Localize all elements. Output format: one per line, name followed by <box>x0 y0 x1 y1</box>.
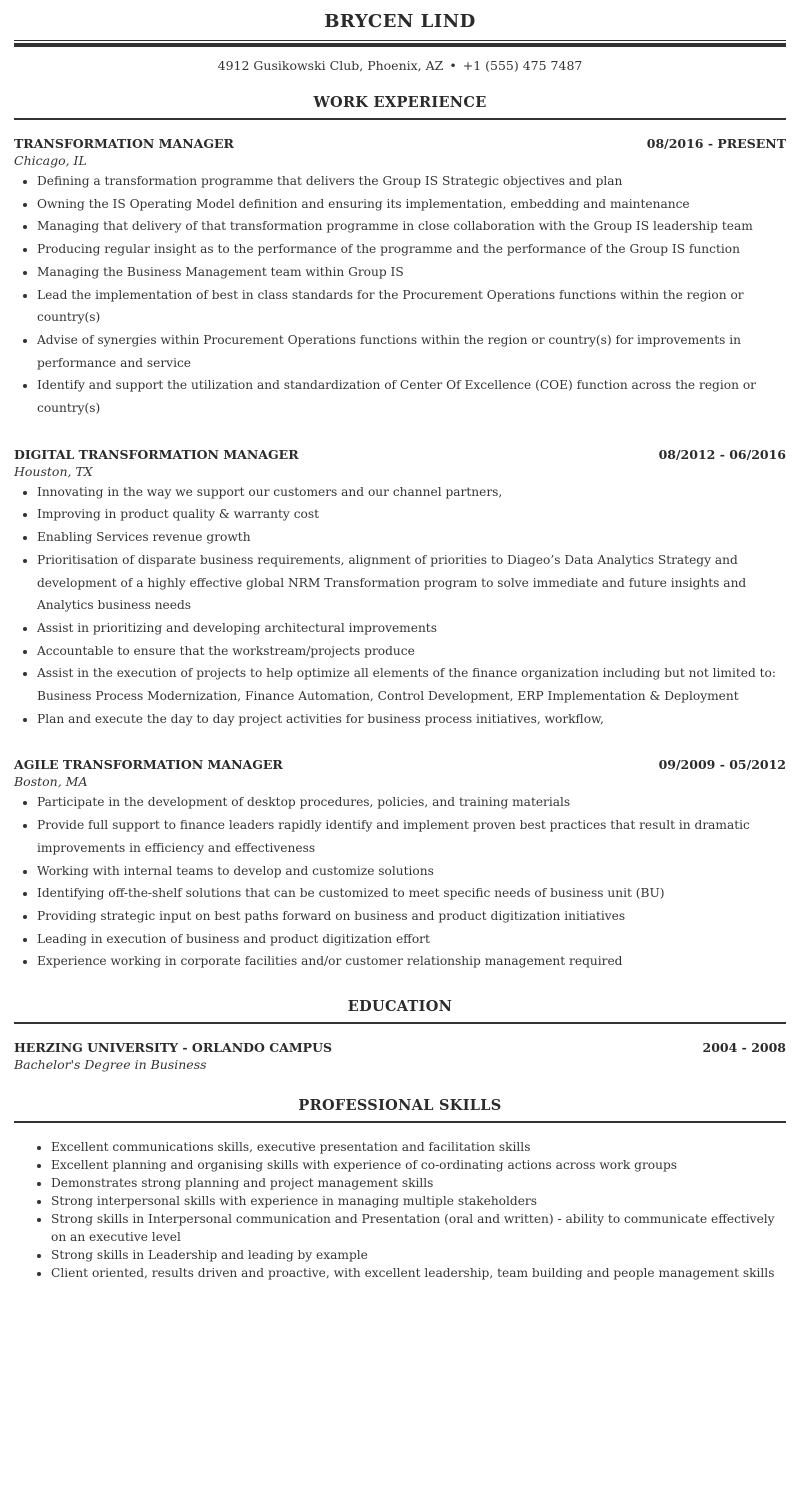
section-spacer <box>14 973 786 997</box>
job-bullet: • Provide full support to finance leaders rapidly identify and implement proven best practices that result in dramatic improvements in efficiency and effectiveness <box>37 814 786 859</box>
skill-item: • Strong interpersonal skills with experience in managing multiple stakeholders <box>51 1192 786 1210</box>
skill-item: • Excellent communications skills, executive presentation and facilitation skills <box>51 1138 786 1156</box>
job-header <box>14 136 786 152</box>
education-dates: 2004 - 2008 <box>702 1040 786 1056</box>
job-title: DIGITAL TRANSFORMATION MANAGER <box>14 446 299 462</box>
job-bullet: • Defining a transformation programme that delivers the Group IS Strategic objectives and plan <box>37 170 786 193</box>
job-bullet: • Plan and execute the day to day project activities for business process initiatives, workflow, <box>37 708 786 731</box>
skill-item: • Strong skills in Leadership and leading by example <box>51 1246 786 1264</box>
job-location: Boston, MA <box>14 774 88 790</box>
school-name: HERZING UNIVERSITY - ORLANDO CAMPUS <box>14 1040 333 1056</box>
contact-address: 4912 Gusikowski Club, Phoenix, AZ <box>217 58 444 73</box>
skill-item: • Client oriented, results driven and proactive, with excellent leadership, team building and people management skills <box>51 1264 786 1282</box>
job-bullets <box>14 170 786 420</box>
job-bullet: • Providing strategic input on best paths forward on business and product digitization initiatives <box>37 905 786 928</box>
resume-page <box>14 0 786 1282</box>
job-bullet: • Assist in prioritizing and developing architectural improvements <box>37 617 786 640</box>
job-entry <box>14 136 786 420</box>
professional-skills-heading: PROFESSIONAL SKILLS <box>14 1096 786 1123</box>
work-experience-heading: WORK EXPERIENCE <box>14 93 786 120</box>
job-bullet: • Improving in product quality & warranty cost <box>37 503 786 526</box>
skill-item: • Strong skills in Interpersonal communication and Presentation (oral and written) - ability to communicate effectively on an executive level <box>51 1210 786 1246</box>
job-location: Chicago, IL <box>14 153 87 168</box>
job-title: TRANSFORMATION MANAGER <box>14 136 234 151</box>
job-bullet: • Leading in execution of business and product digitization effort <box>37 928 786 951</box>
job-bullet: • Owning the IS Operating Model definition and ensuring its implementation, embedding and maintenance <box>37 193 786 216</box>
job-bullet: • Producing regular insight as to the performance of the programme and the performance of the Group IS function <box>37 238 786 261</box>
job-entry <box>14 757 786 973</box>
job-bullet: • Experience working in corporate facilities and/or customer relationship management required <box>37 950 786 973</box>
job-bullet: • Innovating in the way we support our customers and our channel partners, <box>37 481 786 504</box>
job-bullet: • Advise of synergies within Procurement Operations functions within the region or country(s) for improvements in performance and service <box>37 329 786 374</box>
candidate-name: BRYCEN LIND <box>324 11 476 32</box>
job-bullet: • Participate in the development of desktop procedures, policies, and training materials <box>37 791 786 814</box>
job-bullet: • Managing the Business Management team within Group IS <box>37 261 786 284</box>
job-bullet: • Managing that delivery of that transformation programme in close collaboration with the Group IS leadership team <box>37 215 786 238</box>
skill-item: • Excellent planning and organising skills with experience of co-ordinating actions across work groups <box>51 1156 786 1174</box>
job-header <box>14 757 786 773</box>
job-entry <box>14 447 786 731</box>
job-dates: 09/2009 - 05/2012 <box>658 757 786 773</box>
job-bullet: • Accountable to ensure that the workstream/projects produce <box>37 640 786 663</box>
job-bullet: • Working with internal teams to develop and customize solutions <box>37 860 786 883</box>
education-entry <box>14 1040 786 1074</box>
job-dates: 08/2012 - 06/2016 <box>658 446 786 462</box>
contact-phone: +1 (555) 475 7487 <box>462 58 583 73</box>
job-title: AGILE TRANSFORMATION MANAGER <box>14 757 283 773</box>
job-bullet: • Identifying off-the-shelf solutions that can be customized to meet specific needs of business unit (BU) <box>37 882 786 905</box>
skills-list <box>14 1138 786 1282</box>
job-bullet: • Enabling Services revenue growth <box>37 526 786 549</box>
job-dates: 08/2016 - PRESENT <box>646 136 786 151</box>
job-bullet: • Lead the implementation of best in class standards for the Procurement Operations functions within the region or country(s) <box>37 284 786 329</box>
education-header <box>14 1040 786 1056</box>
job-bullet: • Identify and support the utilization and standardization of Center Of Excellence (COE) function across the region or country(s) <box>37 374 786 419</box>
skill-item: • Demonstrates strong planning and project management skills <box>51 1174 786 1192</box>
education-heading: EDUCATION <box>14 997 786 1024</box>
job-bullet: • Assist in the execution of projects to help optimize all elements of the finance organization including but not limited to: Business Process Modernization, Finance Automation, Control Development, ERP Implementation & Deployment <box>37 662 786 707</box>
job-location: Houston, TX <box>14 463 93 479</box>
contact-line <box>14 47 786 93</box>
job-header <box>14 447 786 463</box>
contact-separator: • <box>449 58 457 73</box>
degree: Bachelor's Degree in Business <box>14 1057 207 1073</box>
job-bullets <box>14 791 786 973</box>
job-bullet: • Prioritisation of disparate business requirements, alignment of priorities to Diageo’s Data Analytics Strategy and development of a highly effective global NRM Transformation program to solve immediate and future insights and Analytics business needs <box>37 549 786 617</box>
section-spacer <box>14 1074 786 1096</box>
job-bullets <box>14 481 786 731</box>
